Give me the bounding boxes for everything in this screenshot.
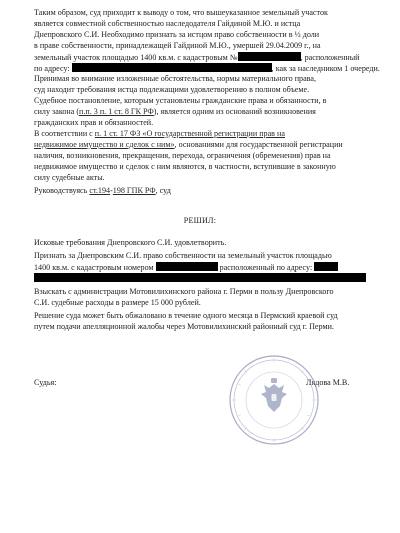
judge-name: Лядова М.В. (306, 378, 350, 387)
text-line (34, 107, 316, 117)
text-line (34, 273, 366, 284)
text-span: , основаниями для государственной регистрации (174, 140, 343, 149)
text-line: является совместной собственностью наследодателя Гайдиной М.Ю. и истца (34, 19, 301, 28)
text-line: С.И. судебные расходы в размере 15 000 рублей. (34, 298, 201, 307)
text-span: по адресу: (34, 64, 72, 73)
law-reference-link[interactable]: недвижимое имущество и сделок с ним» (34, 140, 175, 149)
text-line: путем подачи апелляционной жалобы через Мотовилихинский районный суд г. Перми. (34, 322, 334, 331)
decision-heading: РЕШИЛ: (183, 216, 217, 225)
text-line: Судебное постановление, которым установлены гражданские права и обязанности, в (34, 96, 327, 105)
law-reference-link[interactable]: 198 ГПК РФ (112, 186, 156, 195)
text-line: силу судебные акты. (34, 173, 105, 182)
text-span: земельный участок площадью 1400 кв.м. с кадастровым № (34, 53, 238, 62)
text-line: Взыскать с администрации Мотовилихинского района г. Перми в пользу Днепровского (34, 287, 334, 296)
text-line: суд находит требования истца подлежащими удовлетворению в полном объеме. (34, 85, 310, 94)
text-line: Решение суда может быть обжаловано в течение одного месяца в Пермский краевой суд (34, 311, 338, 320)
text-span: силу закона ( (34, 107, 80, 116)
redaction-box (314, 262, 338, 271)
text-line: в праве собственности, принадлежащей Гайдиной М.Ю., умершей 29.04.2009 г., на (34, 41, 321, 50)
text-line (34, 52, 360, 63)
redaction-box (34, 273, 366, 282)
law-reference-link[interactable]: п. 1 ст. 17 ФЗ «О государственной регистрации прав на (94, 129, 285, 138)
text-line: недвижимое имущество и сделок с ним являются, в частности, вступившие в законную (34, 162, 336, 171)
redaction-box (72, 63, 272, 72)
judge-label: Судья: (34, 378, 57, 387)
text-line (34, 262, 338, 273)
text-span: ), является одним из оснований возникновения (153, 107, 316, 116)
text-line (34, 129, 285, 139)
law-reference-link[interactable]: п.п. 3 п. 1 ст. 8 ГК РФ (79, 107, 154, 116)
redaction-box (238, 52, 301, 61)
text-span: Руководствуясь (34, 186, 90, 195)
text-span: - (110, 186, 113, 195)
text-span: , как за наследником 1 очереди. (271, 64, 380, 73)
text-line: наличия, возникновения, прекращения, перехода, ограничения (обременения) прав на (34, 151, 331, 160)
text-line: Таким образом, суд приходит к выводу о том, что вышеуказанное земельный участок (34, 8, 328, 17)
text-line: Признать за Днепровским С.И. право собственности на земельный участок площадью (34, 251, 332, 260)
text-span: расположенный по адресу: (217, 263, 315, 272)
text-line: Принимая во внимание изложенные обстоятельства, нормы материального права, (34, 74, 317, 83)
text-line (34, 186, 171, 196)
court-seal-icon (228, 354, 320, 446)
text-line: Исковые требования Днепровского С.И. удовлетворить. (34, 238, 227, 247)
text-line (34, 63, 380, 74)
text-line: Днепровского С.И. Необходимо признать за истцом право собственности в ½ доли (34, 30, 320, 39)
text-line (34, 140, 343, 150)
text-span: , расположенный (300, 53, 360, 62)
text-line: гражданских прав и обязанностей. (34, 118, 154, 127)
text-span: , суд (155, 186, 171, 195)
law-reference-link[interactable]: ст.194 (89, 186, 111, 195)
redaction-box (156, 262, 218, 271)
text-span: В соответствии с (34, 129, 95, 138)
text-span: 1400 кв.м. с кадастровым номером (34, 263, 156, 272)
